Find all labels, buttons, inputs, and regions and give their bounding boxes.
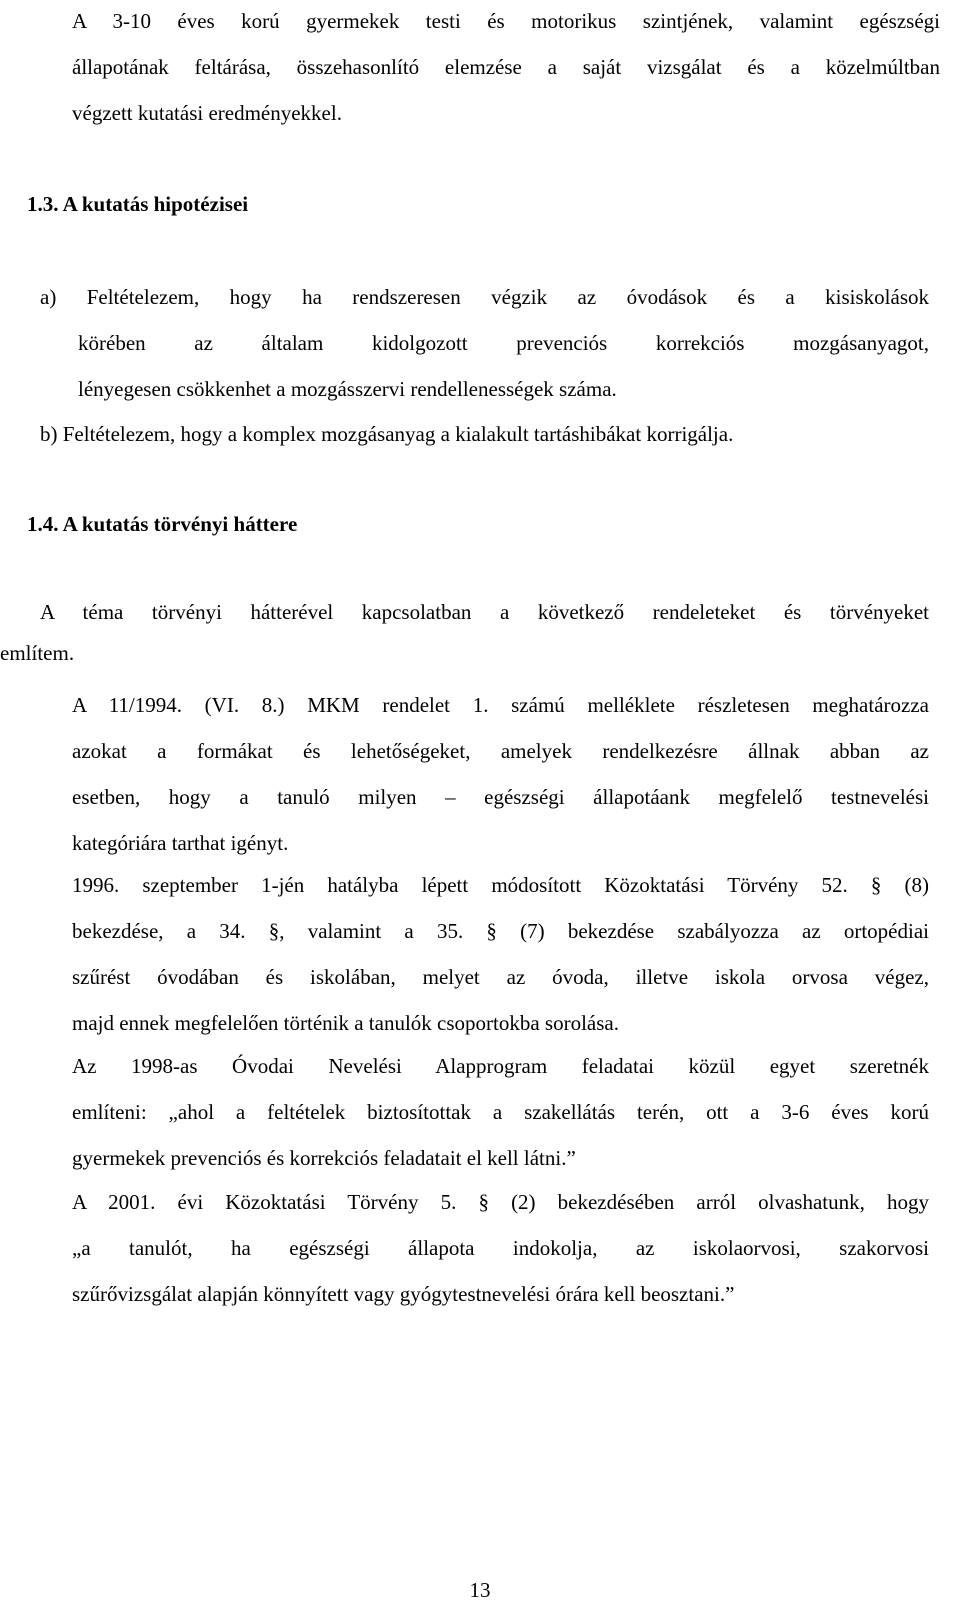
text-line: említeni: „ahol a feltételek biztosítottak a szakellátás terén, ott a 3-6 éves korú [72,1100,929,1124]
text-line: körében az általam kidolgozott prevenciós korrekciós mozgásanyagot, [78,331,929,355]
text-line: A 2001. évi Közoktatási Törvény 5. § (2) bekezdésében arról olvashatunk, hogy [72,1190,929,1214]
page-number: 13 [469,1578,491,1602]
paragraph-education-act-1996 [72,862,929,1046]
intro-paragraph [72,0,940,136]
text-line: azokat a formákat és lehetőségeket, amelyek rendelkezésre állnak abban az [72,739,929,763]
text-line: majd ennek megfelelően történik a tanulók csoportokba sorolása. [72,1011,619,1035]
paragraph-intro-law-end [0,630,300,676]
paragraph-mkm-decree [72,682,929,866]
hypothesis-a-continued [78,320,929,412]
text-line: A 3-10 éves korú gyermekek testi és motorikus szintjének, valamint egészségi [72,9,940,33]
text-line: a) Feltételezem, hogy ha rendszeresen végzik az óvodások és a kisiskolások [40,285,929,309]
hypothesis-a [40,274,929,320]
text-line: lényegesen csökkenhet a mozgásszervi rendellenességek száma. [78,377,617,401]
text-line: állapotának feltárása, összehasonlító elemzése a saját vizsgálat és a közelmúltban [72,55,940,79]
paragraph-education-act-2001 [72,1179,929,1317]
text-line: A téma törvényi hátterével kapcsolatban a következő rendeleteket és törvényeket [40,600,929,624]
paragraph-intro-law [40,589,929,635]
paragraph-preschool-program [72,1043,929,1181]
text-line: kategóriára tarthat igényt. [72,831,289,855]
text-line: szűrővizsgálat alapján könnyített vagy gyógytestnevelési órára kell beosztani.” [72,1282,735,1306]
section-heading-1-4: 1.4. A kutatás törvényi háttere [27,512,298,536]
section-heading-1-3: 1.3. A kutatás hipotézisei [27,192,249,216]
text-line: esetben, hogy a tanuló milyen – egészségi állapotáank megfelelő testnevelési [72,785,929,809]
text-line: Az 1998-as Óvodai Nevelési Alapprogram feladatai közül egyet szeretnék [72,1054,929,1078]
text-line: gyermekek prevenciós és korrekciós feladatait el kell látni.” [72,1146,576,1170]
text-line: végzett kutatási eredményekkel. [72,101,342,125]
text-line: „a tanulót, ha egészségi állapota indokolja, az iskolaorvosi, szakorvosi [72,1236,929,1260]
hypothesis-b [40,411,929,457]
text-line: szűrést óvodában és iskolában, melyet az óvoda, illetve iskola orvosa végez, [72,965,929,989]
text-line: b) Feltételezem, hogy a komplex mozgásanyag a kialakult tartáshibákat korrigálja. [40,422,734,446]
text-line: 1996. szeptember 1-jén hatályba lépett módosított Közoktatási Törvény 52. § (8) [72,873,929,897]
text-line: A 11/1994. (VI. 8.) MKM rendelet 1. számú melléklete részletesen meghatározza [72,693,929,717]
text-line: említem. [0,641,75,665]
text-line: bekezdése, a 34. §, valamint a 35. § (7) bekezdése szabályozza az ortopédiai [72,919,929,943]
